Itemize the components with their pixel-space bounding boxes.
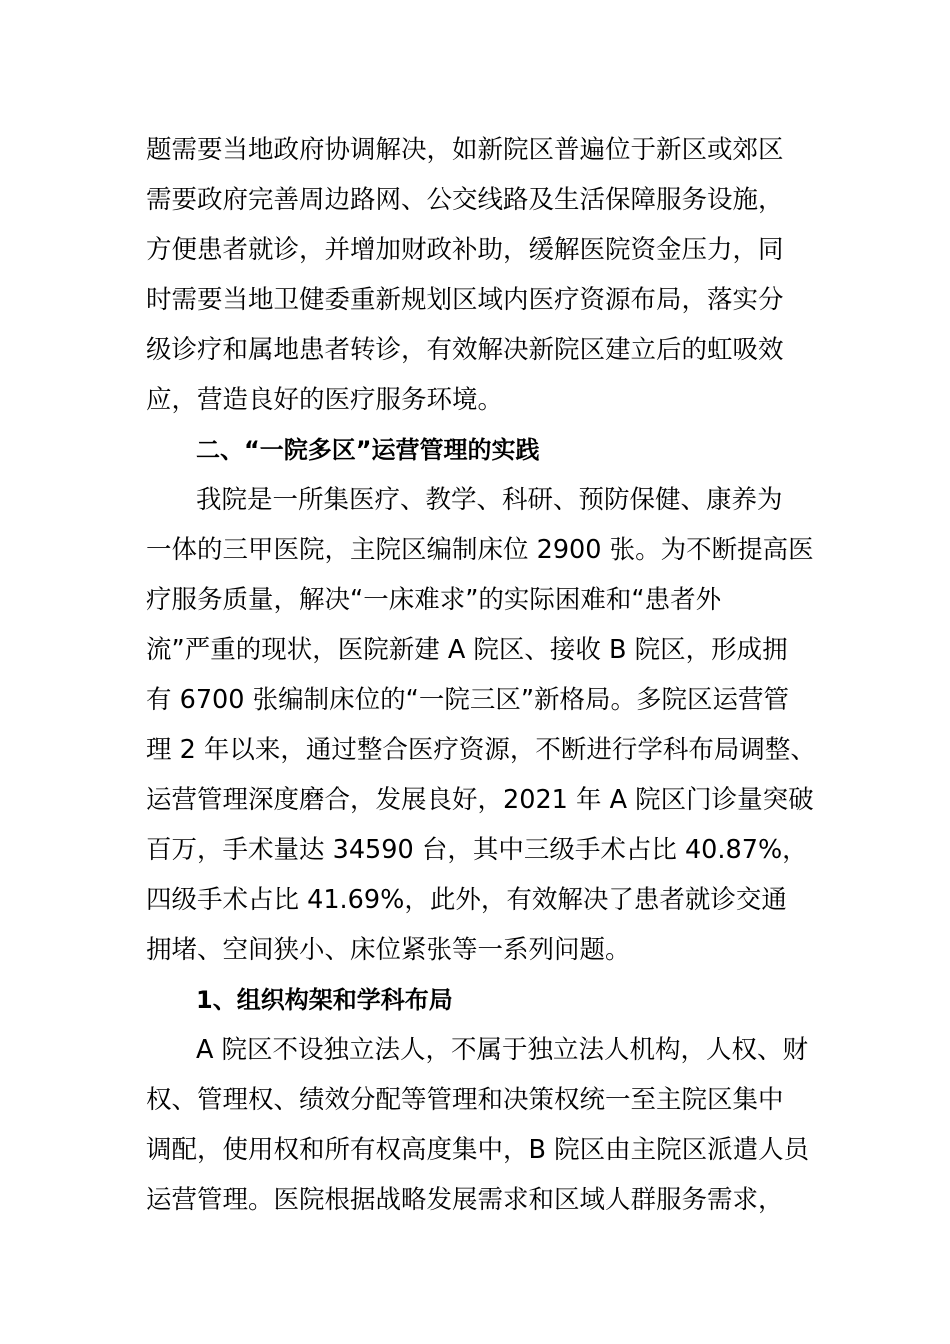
text-line: 运营管理深度磨合，发展良好，2021 年 A 院区门诊量突破 (146, 785, 814, 815)
text-line: 我院是一所集医疗、教学、科研、预防保健、康养为 (196, 485, 783, 515)
text-line: 拥堵、空间狭小、床位紧张等一系列问题。 (146, 935, 631, 965)
text-line: 应，营造良好的医疗服务环境。 (146, 385, 504, 415)
text-line: 有 6700 张编制床位的“一院三区”新格局。多院区运营管 (146, 685, 790, 715)
text-line: 四级手术占比 41.69%，此外，有效解决了患者就诊交通 (146, 885, 787, 915)
text-line: 一体的三甲医院，主院区编制床位 2900 张。为不断提高医 (146, 535, 814, 565)
text-line: 百万，手术量达 34590 台，其中三级手术占比 40.87%， (146, 835, 808, 865)
section-heading: 二、“一院多区”运营管理的实践 (196, 436, 540, 464)
text-line: 疗服务质量，解决“一床难求”的实际困难和“患者外 (146, 585, 722, 615)
text-line: A 院区不设独立法人，不属于独立法人机构，人权、财 (196, 1035, 809, 1065)
text-line: 方便患者就诊，并增加财政补助，缓解医院资金压力，同 (146, 235, 784, 265)
text-line: 权、管理权、绩效分配等管理和决策权统一至主院区集中 (146, 1085, 784, 1115)
text-line: 调配，使用权和所有权高度集中，B 院区由主院区派遣人员 (146, 1135, 810, 1165)
text-line: 需要政府完善周边路网、公交线路及生活保障服务设施， (146, 185, 784, 215)
text-line: 流”严重的现状，医院新建 A 院区、接收 B 院区，形成拥 (146, 635, 788, 665)
text-line: 时需要当地卫健委重新规划区域内医疗资源布局，落实分 (146, 285, 784, 315)
subsection-heading: 1、组织构架和学科布局 (196, 986, 453, 1014)
text-line: 运营管理。医院根据战略发展需求和区域人群服务需求， (146, 1185, 784, 1215)
text-line: 题需要当地政府协调解决，如新院区普遍位于新区或郊区 (146, 135, 784, 165)
text-line: 级诊疗和属地患者转诊，有效解决新院区建立后的虹吸效 (146, 335, 784, 365)
text-line: 理 2 年以来，通过整合医疗资源，不断进行学科布局调整、 (146, 735, 816, 765)
